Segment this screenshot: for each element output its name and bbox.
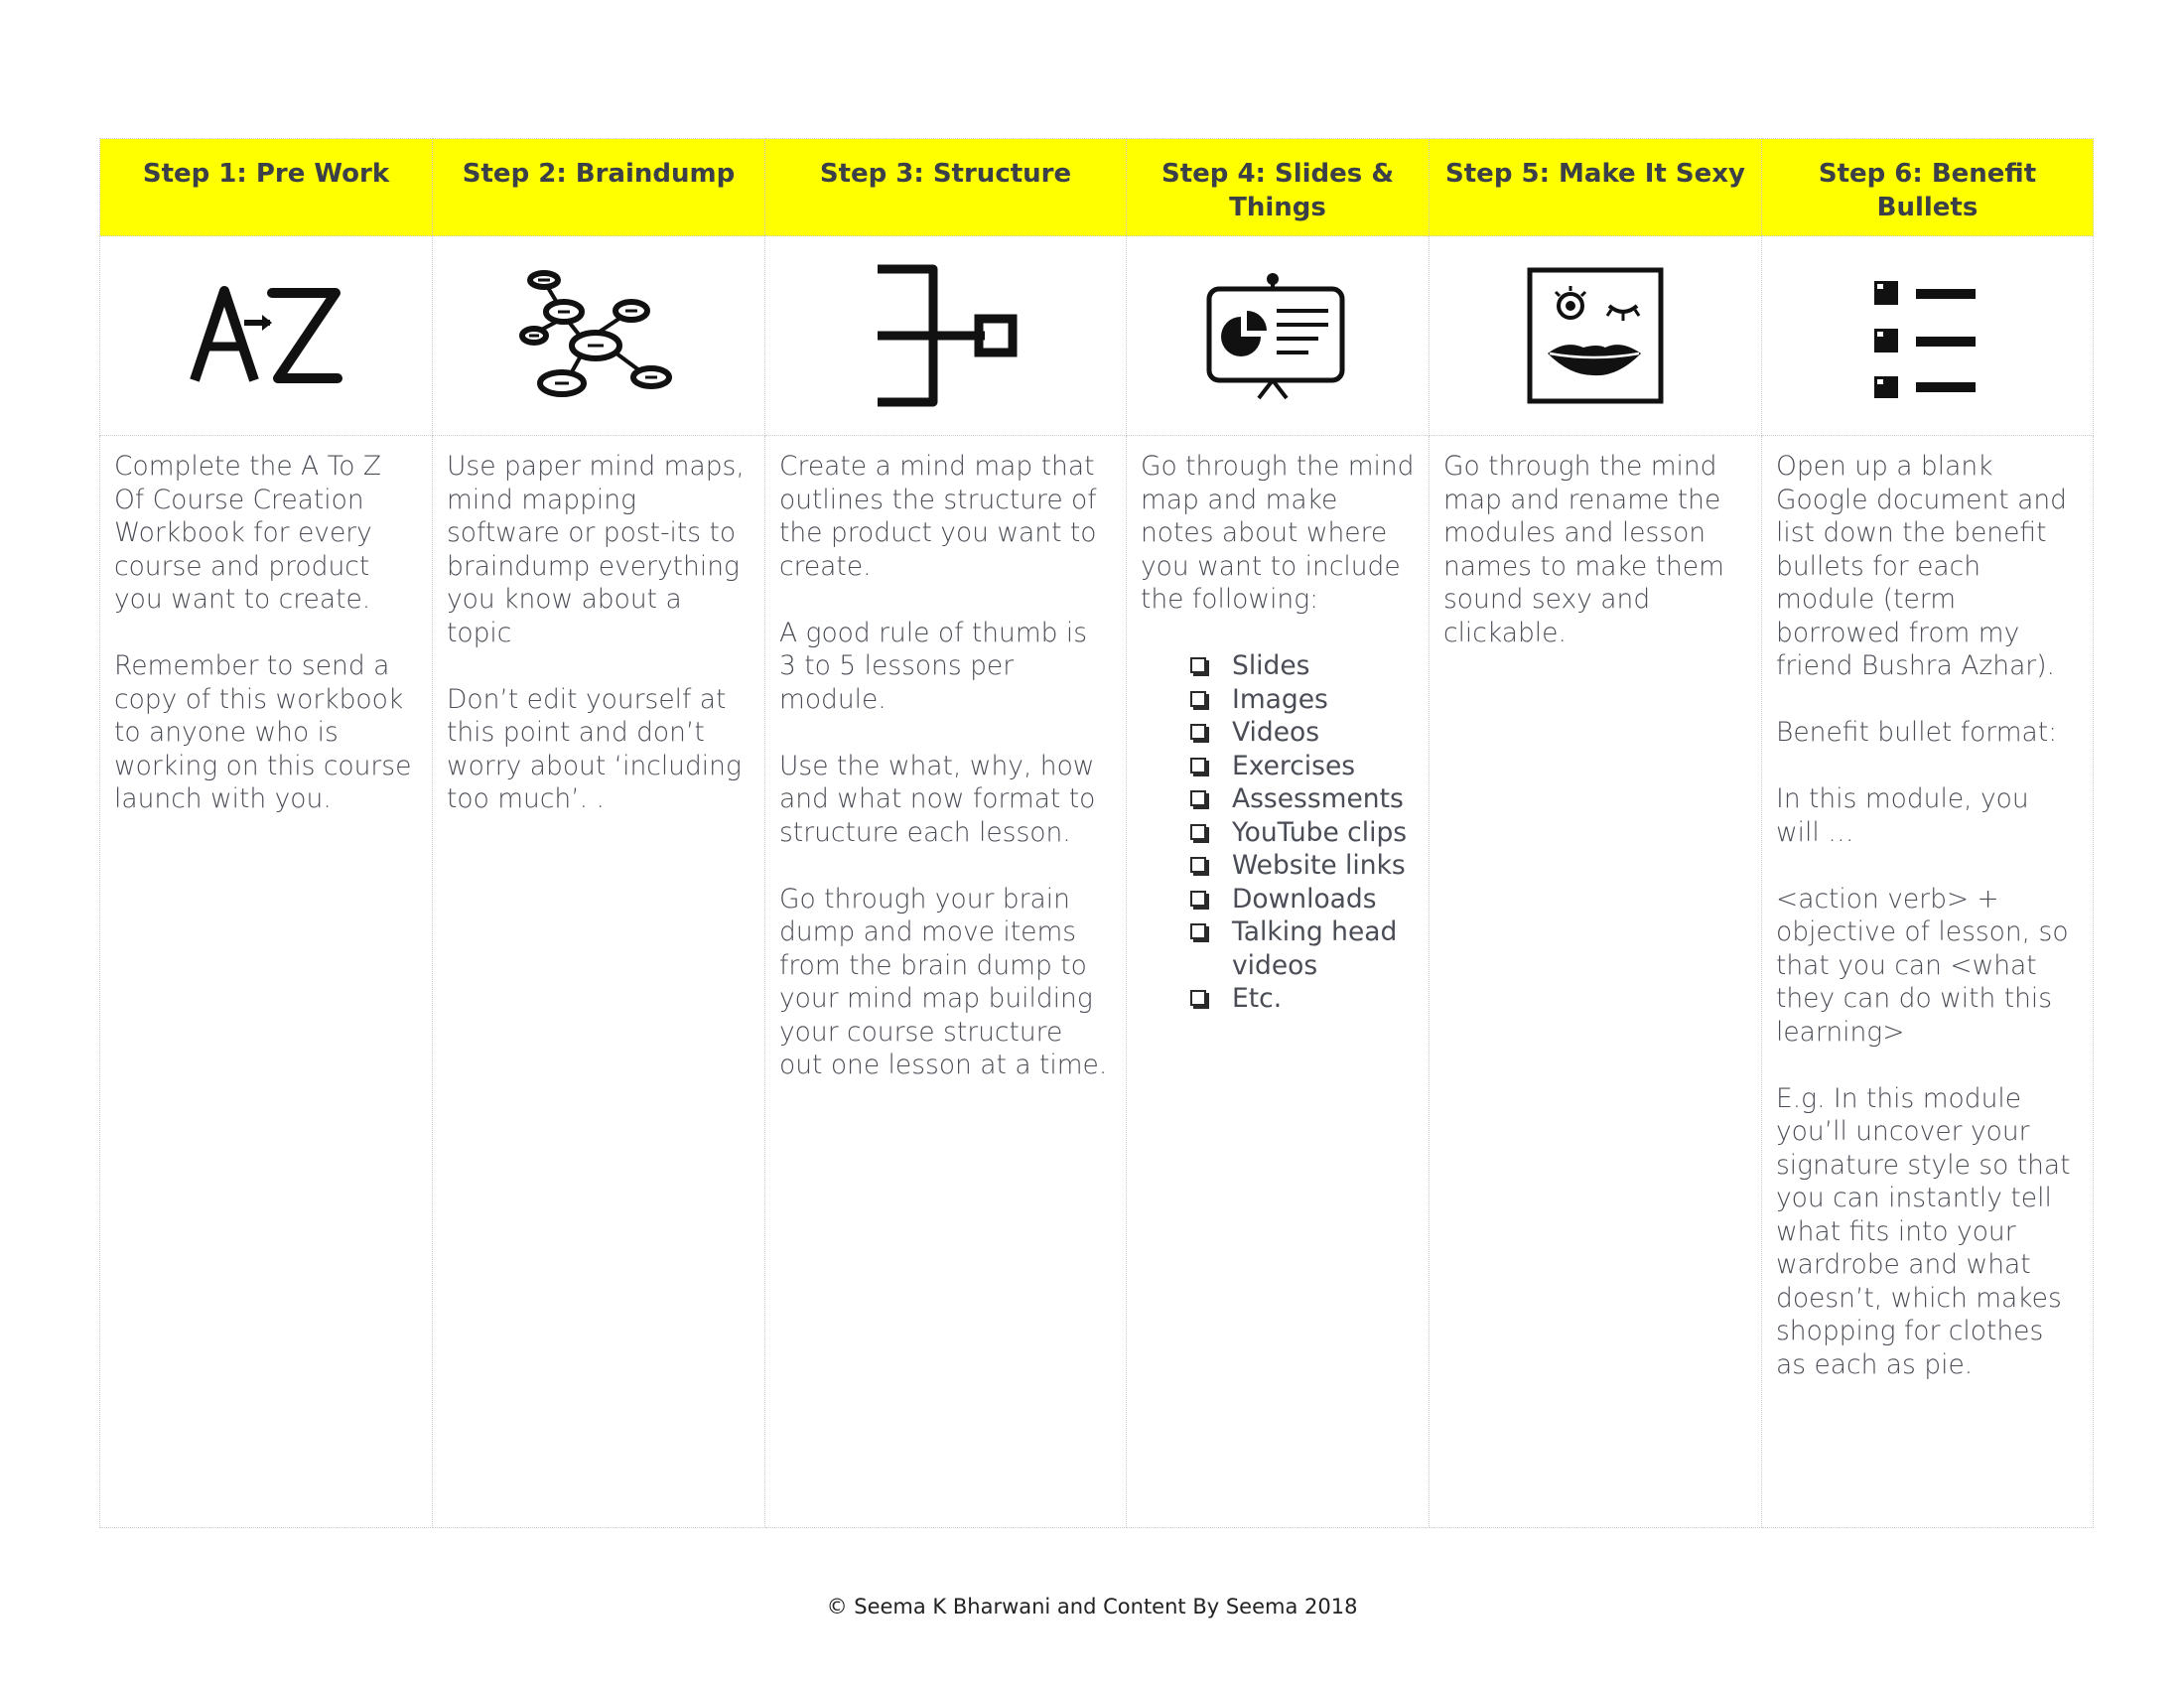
- step-6-paragraph: Benefit bullet format:: [1776, 717, 2058, 748]
- step-5-icon-cell: [1430, 236, 1762, 436]
- checklist-item-label: Website links: [1232, 850, 1406, 881]
- checkbox-icon: [1190, 657, 1206, 673]
- a-to-z-icon: [187, 281, 345, 390]
- step-4-checklist: [1141, 649, 1415, 1016]
- checklist-item: [1190, 816, 1415, 850]
- checklist-item: [1190, 750, 1415, 783]
- step-3-paragraph: Go through your brain dump and move items from the brain dump to your mind map building your course structure out one lesson at a time.: [779, 883, 1108, 1080]
- step-3-paragraph: Create a mind map that outlines the structure of the product you want to create.: [779, 451, 1097, 582]
- checkbox-icon: [1190, 724, 1206, 740]
- checklist-item: [1190, 849, 1415, 883]
- wink-lips-face-icon: [1526, 266, 1665, 405]
- step-4-body: [1127, 436, 1430, 1528]
- step-2-header: [433, 139, 765, 236]
- step-1-paragraph: Remember to send a copy of this workbook to anyone who is working on this course launch with you.: [114, 650, 412, 814]
- step-3-icon-cell: [765, 236, 1127, 436]
- step-2-icon-cell: [433, 236, 765, 436]
- step-6-paragraph: Open up a blank Google document and list down the benefit bullets for each module (term borrowed from my friend Bushra Azhar).: [1776, 451, 2067, 681]
- checklist-item: [1190, 915, 1415, 982]
- bullet-list-icon: [1868, 271, 1987, 400]
- checklist-item-label: Videos: [1232, 717, 1320, 748]
- step-6-body: [1762, 436, 2094, 1528]
- checklist-item-label: Talking head videos: [1232, 916, 1398, 981]
- checklist-item-label: Downloads: [1232, 883, 1377, 914]
- step-4-title: Step 4: Slides & Things: [1161, 159, 1394, 222]
- step-5-header: [1430, 139, 1762, 236]
- course-steps-table: [99, 138, 2094, 1528]
- step-5-paragraph: Go through the mind map and rename the modules and lesson names to make them sound sexy and clickable.: [1443, 451, 1724, 648]
- step-3-body: [765, 436, 1127, 1528]
- step-2-body: [433, 436, 765, 1528]
- structure-icon: [872, 261, 1021, 410]
- checklist-item: [1190, 683, 1415, 717]
- step-3-header: [765, 139, 1127, 236]
- step-2-paragraph: Use paper mind maps, mind mapping software or post-its to braindump everything you know about a topic: [447, 451, 745, 648]
- step-3-title: Step 3: Structure: [819, 159, 1072, 189]
- steps-header-row: [100, 139, 2094, 236]
- step-6-header: [1762, 139, 2094, 236]
- checklist-item: [1190, 883, 1415, 916]
- step-6-paragraph: In this module, you will …: [1776, 783, 2029, 848]
- checklist-item-label: Images: [1232, 683, 1328, 715]
- step-5-title: Step 5: Make It Sexy: [1445, 159, 1745, 189]
- checklist-item-label: Slides: [1232, 650, 1310, 681]
- step-1-icon-cell: [100, 236, 433, 436]
- steps-body-row: [100, 436, 2094, 1528]
- checkbox-icon: [1190, 857, 1206, 873]
- step-3-paragraph: Use the what, why, how and what now format to structure each lesson.: [779, 750, 1096, 848]
- checkbox-icon: [1190, 691, 1206, 707]
- step-6-paragraph: <action verb> + objective of lesson, so that you can <what they can do with this learning>: [1776, 883, 2069, 1048]
- checkbox-icon: [1190, 990, 1206, 1006]
- checklist-item: [1190, 982, 1415, 1016]
- checkbox-icon: [1190, 758, 1206, 774]
- checklist-item-label: Etc.: [1232, 983, 1283, 1014]
- checklist-item-label: YouTube clips: [1232, 816, 1408, 848]
- checklist-item: [1190, 649, 1415, 683]
- steps-icon-row: [100, 236, 2094, 436]
- step-5-body: [1430, 436, 1762, 1528]
- copyright-footer: © Seema K Bharwani and Content By Seema 2018: [826, 1595, 1358, 1618]
- checklist-item-label: Assessments: [1232, 783, 1404, 814]
- step-1-body: [100, 436, 433, 1528]
- step-4-paragraph: Go through the mind map and make notes about where you want to include the following:: [1141, 451, 1415, 615]
- step-1-header: [100, 139, 433, 236]
- step-3-paragraph: A good rule of thumb is 3 to 5 lessons per module.: [779, 617, 1088, 715]
- step-4-header: [1127, 139, 1430, 236]
- checkbox-icon: [1190, 923, 1206, 939]
- step-1-title: Step 1: Pre Work: [142, 159, 390, 189]
- step-2-paragraph: Don’t edit yourself at this point and don’t worry about ‘including too much’. .: [447, 683, 742, 814]
- mind-map-icon: [514, 266, 683, 405]
- checklist-item: [1190, 782, 1415, 816]
- step-2-title: Step 2: Braindump: [462, 159, 736, 189]
- checkbox-icon: [1190, 824, 1206, 840]
- step-6-title: Step 6: Benefit Bullets: [1818, 159, 2037, 222]
- step-6-paragraph: E.g. In this module you’ll uncover your signature style so that you can instantly tell what fits into your wardrobe and what doesn’t, which makes shopping for clothes as each as pie.: [1776, 1082, 2071, 1380]
- checklist-item: [1190, 716, 1415, 750]
- checklist-item-label: Exercises: [1232, 750, 1356, 781]
- presentation-board-icon: [1203, 271, 1352, 400]
- step-4-icon-cell: [1127, 236, 1430, 436]
- checkbox-icon: [1190, 891, 1206, 907]
- step-1-paragraph: Complete the A To Z Of Course Creation Workbook for every course and product you want to create.: [114, 451, 382, 615]
- step-6-icon-cell: [1762, 236, 2094, 436]
- checkbox-icon: [1190, 790, 1206, 806]
